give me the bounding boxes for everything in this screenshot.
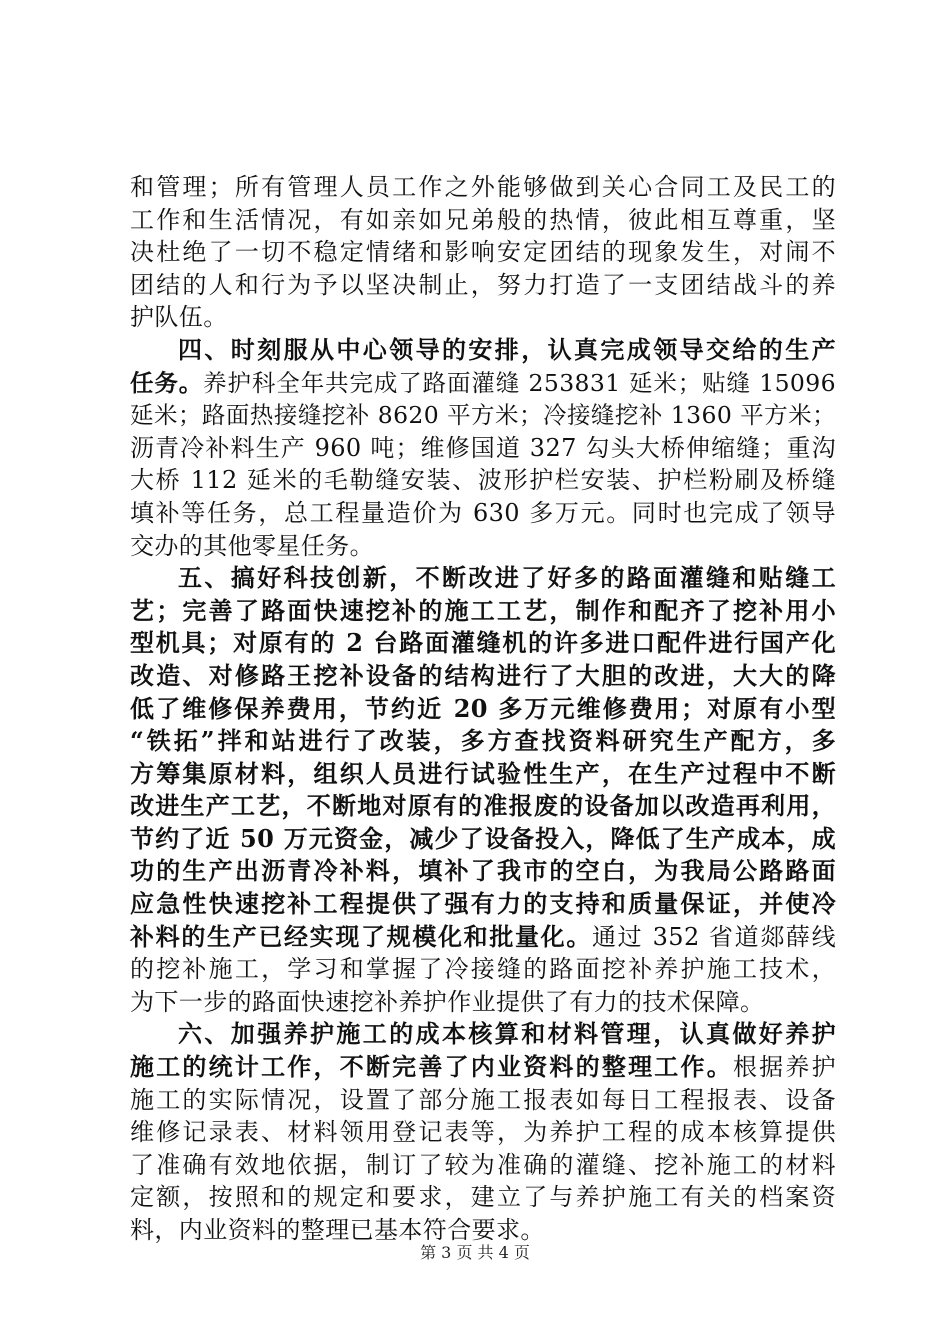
text-segment: 的挖补施工，学习和掌握了冷接缝的路面挖补养护施工技术， [130, 955, 836, 984]
text-line [130, 1116, 836, 1149]
bold-text-segment: 五、搞好科技创新，不断改进了好多的路面灌缝和贴缝工 [178, 563, 836, 593]
text-segment: 填补等任务，总工程量造价为 630 多万元。同时也完成了领导 [130, 498, 836, 527]
text-segment: 交办的其他零星任务。 [130, 531, 374, 560]
text-line [130, 367, 836, 400]
text-line [130, 399, 836, 432]
text-segment: 定额，按照和的规定和要求，建立了与养护施工有关的档案资 [130, 1183, 836, 1212]
text-segment: 决杜绝了一切不稳定情绪和影响安定团结的现象发生，对闹不 [130, 238, 836, 267]
document-body [130, 171, 836, 1247]
bold-text-segment: “铁拓”拌和站进行了改装，多方查找资料研究生产配方，多 [130, 726, 836, 756]
text-line [130, 1051, 836, 1084]
bold-text-segment: 节约了近 50 万元资金，减少了设备投入，降低了生产成本，成 [130, 823, 836, 853]
text-line [130, 888, 836, 921]
text-line [130, 693, 836, 726]
bold-text-segment: 四、时刻服从中心领导的安排，认真完成领导交给的生产 [178, 334, 836, 364]
text-line [130, 1149, 836, 1182]
page-footer: 第 3 页 共 4 页 [420, 1243, 530, 1262]
bold-text-segment: 艺；完善了路面快速挖补的施工工艺，制作和配齐了挖补用小 [130, 595, 836, 625]
text-segment: 施工的实际情况，设置了部分施工报表如每日工程报表、设备 [130, 1085, 836, 1114]
text-line [130, 464, 836, 497]
text-line [130, 530, 836, 563]
text-line [130, 334, 836, 367]
bold-text-segment: 型机具；对原有的 2 台路面灌缝机的许多进口配件进行国产化 [130, 628, 836, 658]
text-segment: 养护科全年共完成了路面灌缝 253831 延米；贴缝 15096 [203, 368, 836, 397]
text-line [130, 758, 836, 791]
text-line [130, 595, 836, 628]
bold-text-segment: 应急性快速挖补工程提供了强有力的支持和质量保证，并使冷 [130, 889, 836, 919]
bold-text-segment: 任务。 [130, 368, 204, 397]
text-segment: 延米；路面热接缝挖补 8620 平方米；冷接缝挖补 1360 平方米； [130, 401, 836, 430]
bold-text-segment: 方筹集原材料，组织人员进行试验性生产，在生产过程中不断 [130, 758, 836, 788]
text-line [130, 855, 836, 888]
bold-text-segment: 改进生产工艺，不断地对原有的准报废的设备加以改造再利用， [130, 791, 836, 821]
text-line [130, 725, 836, 758]
text-line [130, 823, 836, 856]
text-segment: 通过 352 省道郯薛线 [592, 922, 836, 951]
text-line [130, 790, 836, 823]
text-line [130, 204, 836, 237]
text-segment: 工作和生活情况，有如亲如兄弟般的热情，彼此相互尊重，坚 [130, 205, 836, 234]
bold-text-segment: 补料的生产已经实现了规模化和批量化。 [130, 921, 592, 951]
text-segment: 团结的人和行为予以坚决制止，努力打造了一支团结战斗的养 [130, 270, 836, 299]
text-line [130, 269, 836, 302]
text-segment: 了准确有效地依据，制订了较为准确的灌缝、挖补施工的材料 [130, 1150, 836, 1179]
text-segment: 为下一步的路面快速挖补养护作业提供了有力的技术保障。 [130, 987, 765, 1016]
text-line [130, 627, 836, 660]
text-segment: 沥青冷补料生产 960 吨；维修国道 327 勾头大桥伸缩缝；重沟 [130, 433, 836, 462]
bold-text-segment: 六、加强养护施工的成本核算和材料管理，认真做好养护 [178, 1019, 836, 1049]
text-line [130, 562, 836, 595]
text-segment: 维修记录表、材料领用登记表等，为养护工程的成本核算提供 [130, 1118, 836, 1147]
text-line [130, 986, 836, 1019]
text-segment: 料，内业资料的整理已基本符合要求。 [130, 1216, 545, 1244]
text-line [130, 1181, 836, 1214]
bold-text-segment: 低了维修保养费用，节约近 20 多万元维修费用；对原有小型 [130, 693, 836, 723]
bold-text-segment: 功的生产出沥青冷补料，填补了我市的空白，为我局公路路面 [130, 856, 836, 886]
bold-text-segment: 施工的统计工作，不断完善了内业资料的整理工作。 [130, 1052, 733, 1082]
text-line [130, 1084, 836, 1117]
bold-text-segment: 改造、对修路王挖补设备的结构进行了大胆的改进，大大的降 [130, 660, 836, 690]
text-line [130, 1018, 836, 1051]
text-line [130, 301, 836, 334]
text-line [130, 497, 836, 530]
text-line [130, 953, 836, 986]
text-line [130, 432, 836, 465]
text-line [130, 171, 836, 204]
text-segment: 根据养护 [732, 1053, 836, 1082]
text-segment: 护队伍。 [130, 303, 228, 332]
text-line [130, 660, 836, 693]
text-line [130, 921, 836, 954]
text-segment: 大桥 112 延米的毛勒缝安装、波形护栏安装、护栏粉刷及桥缝 [130, 466, 836, 495]
text-line [130, 236, 836, 269]
text-segment: 和管理；所有管理人员工作之外能够做到关心合同工及民工的 [130, 173, 836, 201]
